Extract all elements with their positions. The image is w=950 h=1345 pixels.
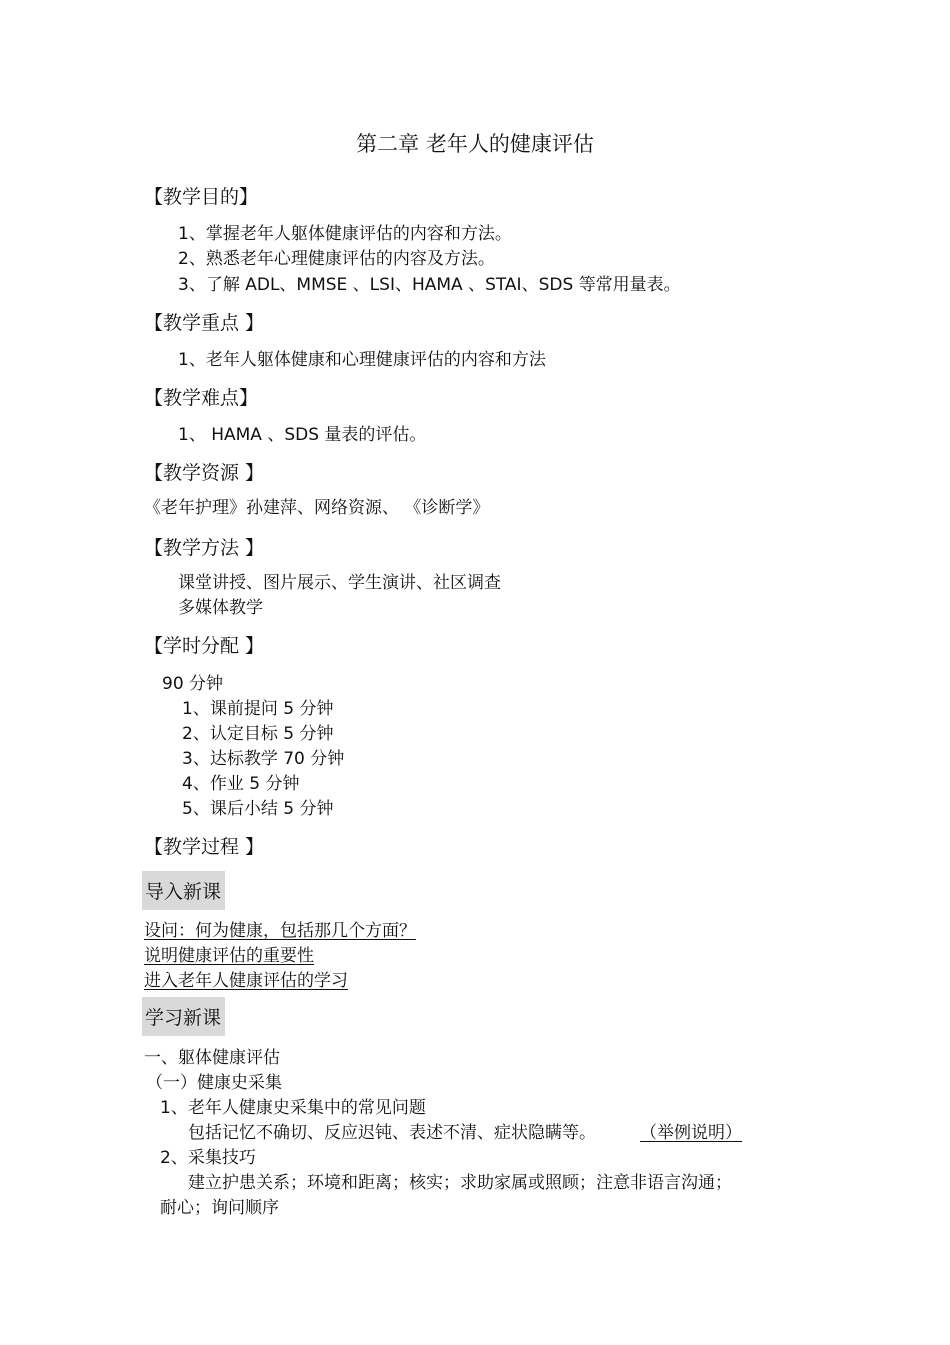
point-text-continued: 耐心；询问顺序 [160,1198,279,1218]
objectives-heading: 【教学目的】 [144,186,259,208]
section-heading: 一、躯体健康评估 [144,1048,280,1068]
time-item: 4、作业 5 分钟 [182,774,300,794]
page-title: 第二章 老年人的健康评估 [356,132,594,156]
time-item: 5、课后小结 5 分钟 [182,799,334,819]
time-heading: 【学时分配 】 [144,635,265,657]
time-item: 1、课前提问 5 分钟 [182,699,334,719]
difficulties-heading: 【教学难点】 [144,387,259,409]
intro-label: 导入新课 [142,871,225,910]
key-point-item: 1、老年人躯体健康和心理健康评估的内容和方法 [178,350,546,370]
objective-item: 1、掌握老年人躯体健康评估的内容和方法。 [178,224,512,244]
point-heading: 2、采集技巧 [160,1148,256,1168]
subsection-heading: （一）健康史采集 [146,1073,282,1093]
process-heading: 【教学过程 】 [144,836,265,858]
methods-heading: 【教学方法 】 [144,537,265,559]
key-points-heading: 【教学重点 】 [144,312,265,334]
method-item: 课堂讲授、图片展示、学生演讲、社区调查 [178,573,501,593]
point-heading: 1、老年人健康史采集中的常见问题 [160,1098,426,1118]
resources-text: 《老年护理》孙建萍、网络资源、 《诊断学》 [144,498,490,518]
intro-line: 进入老年人健康评估的学习 [144,971,348,991]
example-note: （举例说明） [640,1123,742,1143]
objective-item: 2、熟悉老年心理健康评估的内容及方法。 [178,249,495,269]
resources-heading: 【教学资源 】 [144,462,265,484]
difficulty-item: 1、 HAMA 、SDS 量表的评估。 [178,425,427,445]
point-text: 建立护患关系；环境和距离；核实；求助家属或照顾；注意非语言沟通； [188,1173,732,1193]
intro-line: 设问：何为健康，包括那几个方面？ [144,921,416,941]
objective-item: 3、了解 ADL、MMSE 、LSI、HAMA 、STAI、SDS 等常用量表。 [178,275,681,295]
point-text: 包括记忆不确切、反应迟钝、表述不清、症状隐瞒等。 [188,1123,596,1143]
new-lesson-label: 学习新课 [142,997,225,1036]
time-total: 90 分钟 [162,674,224,694]
method-item: 多媒体教学 [178,598,263,618]
intro-line: 说明健康评估的重要性 [144,946,314,966]
time-item: 2、认定目标 5 分钟 [182,724,334,744]
time-item: 3、达标教学 70 分钟 [182,749,345,769]
